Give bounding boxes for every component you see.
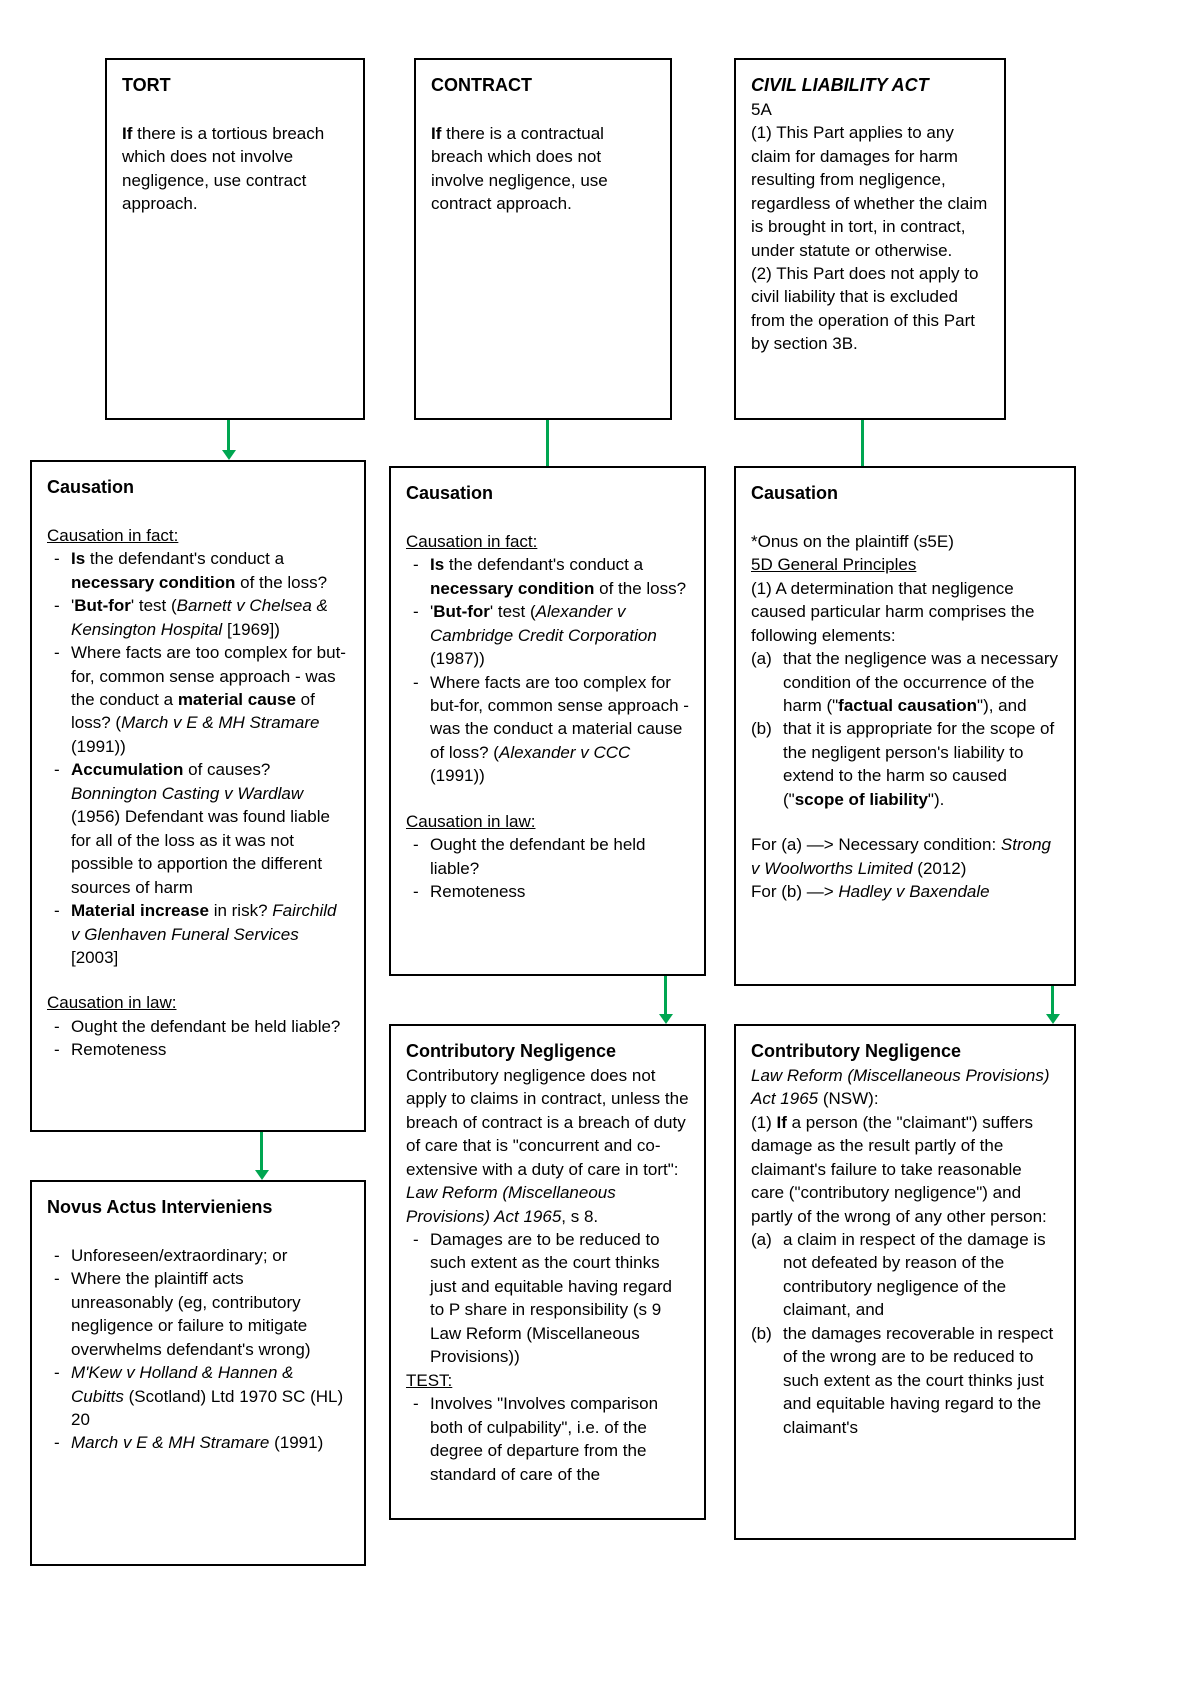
tort-body: If there is a tortious breach which does not involve negligence, use contract approach.	[122, 123, 325, 214]
element-a-text: a claim in respect of the damage is not defeated by reason of the contributory negligence of the claimant, and	[783, 1230, 1046, 1320]
general-principles-heading: 5D General Principles	[751, 555, 917, 575]
element-a	[751, 647, 1059, 717]
list-item: - Involves "Involves comparison both of culpability", i.e. of the degree of departure from the standard of care of the	[430, 1392, 689, 1486]
civil-liability-act-paragraph-1: (1) This Part applies to any claim for damages for harm resulting from negligence, regardless of whether the claim is brought in tort, in contract, under statute or otherwise.	[751, 123, 988, 260]
arrow-causation-to-contributory-negligence	[1051, 986, 1054, 1014]
for-a-note: For (a) —> Necessary condition: Strong v Woolworths Limited (2012)	[751, 835, 1051, 878]
element-b	[751, 1322, 1059, 1439]
test-heading: TEST:	[406, 1370, 453, 1390]
contract-box	[414, 58, 672, 420]
causation-in-law-list	[47, 1015, 349, 1062]
list-item: - M'Kew v Holland & Hannen & Cubitts (Scotland) Ltd 1970 SC (HL) 20	[71, 1361, 349, 1431]
for-b-note: For (b) —> Hadley v Baxendale	[751, 882, 990, 902]
contributory-negligence-title: Contributory Negligence	[406, 1041, 617, 1061]
civil-liability-act-paragraph-2: (2) This Part does not apply to civil liability that is excluded from the operation of this Part by section 3B.	[751, 264, 979, 354]
civil-liability-act-box	[734, 58, 1006, 420]
tort-title: TORT	[122, 75, 171, 95]
principles-intro: (1) A determination that negligence caused particular harm comprises the following elements:	[751, 578, 1035, 645]
list-item: - Is the defendant's conduct a necessary condition of the loss?	[71, 547, 349, 594]
contributory-negligence-cla-box	[734, 1024, 1076, 1540]
causation-in-fact-heading: Causation in fact:	[47, 525, 179, 545]
list-item: - Is the defendant's conduct a necessary condition of the loss?	[430, 553, 689, 600]
test-list	[406, 1392, 689, 1486]
list-item: - Damages are to be reduced to such extent as the court thinks just and equitable having regard to P share in responsibility (s 9 Law Reform (Miscellaneous Provisions))	[430, 1228, 689, 1369]
list-item: - 'But-for' test (Barnett v Chelsea & Kensington Hospital [1969])	[71, 594, 349, 641]
novus-actus-box	[30, 1180, 366, 1566]
causation-contract-box	[389, 466, 706, 976]
list-item: - Where facts are too complex for but-for, common sense approach - was the conduct a material cause of loss? (Alexander v CCC (1991))	[430, 671, 689, 788]
list-item: - Remoteness	[430, 880, 689, 903]
causation-in-law-list	[406, 833, 689, 903]
contract-title: CONTRACT	[431, 75, 532, 95]
list-item: - Ought the defendant be held liable?	[430, 833, 689, 880]
element-a-label: (a)	[751, 1230, 772, 1249]
list-item: - Where the plaintiff acts unreasonably (eg, contributory negligence or failure to mitigate overwhelms defendant's wrong)	[71, 1267, 349, 1361]
civil-liability-act-section: 5A	[751, 99, 772, 119]
contributory-negligence-intro: Contributory negligence does not apply to claims in contract, unless the breach of contract is a breach of duty of care that is "concurrent and co-extensive with a duty of care in tort": Law Reform (Miscellaneous Provisions) Act 1965, s 8.	[406, 1065, 689, 1226]
causation-tort-title: Causation	[47, 477, 135, 497]
element-b	[751, 717, 1059, 811]
onus-note: *Onus on the plaintiff (s5E)	[751, 531, 954, 551]
act-reference: Law Reform (Miscellaneous Provisions) Act 1965 (NSW):	[751, 1065, 1050, 1109]
arrow-contract-to-causation	[546, 420, 549, 466]
contract-body: If there is a contractual breach which does not involve negligence, use contract approach.	[431, 123, 608, 214]
element-b-label: (b)	[751, 1323, 772, 1343]
list-item: - Ought the defendant be held liable?	[71, 1015, 349, 1038]
damages-list	[406, 1228, 689, 1369]
list-item: - Material increase in risk? Fairchild v Glenhaven Funeral Services [2003]	[71, 899, 349, 969]
element-a-label: (a)	[751, 649, 772, 669]
causation-cla-title: Causation	[751, 483, 839, 503]
civil-liability-act-title: CIVIL LIABILITY ACT	[751, 75, 929, 95]
arrow-causation-to-novus-actus	[260, 1132, 263, 1170]
list-item: - March v E & MH Stramare (1991)	[71, 1431, 349, 1454]
causation-in-fact-list	[47, 547, 349, 969]
list-item: - Unforeseen/extraordinary; or	[71, 1244, 349, 1267]
list-item: - 'But-for' test (Alexander v Cambridge Credit Corporation (1987))	[430, 600, 689, 670]
novus-actus-title: Novus Actus Intervieniens	[47, 1197, 273, 1217]
arrow-cla-to-causation	[861, 420, 864, 466]
contributory-negligence-contract-box	[389, 1024, 706, 1520]
element-b-label: (b)	[751, 719, 772, 739]
causation-in-fact-heading: Causation in fact:	[406, 531, 538, 551]
list-item: - Where facts are too complex for but-for, common sense approach - was the conduct a material cause of loss? (March v E & MH Stramare (1991))	[71, 641, 349, 758]
tort-box	[105, 58, 365, 420]
novus-actus-list	[47, 1244, 349, 1455]
list-item: - Accumulation of causes? Bonnington Casting v Wardlaw (1956) Defendant was found liable for all of the loss as it was not possible to apportion the different sources of harm	[71, 758, 349, 899]
causation-in-law-heading: Causation in law:	[406, 811, 536, 831]
contributory-negligence-title: Contributory Negligence	[751, 1041, 962, 1061]
arrow-causation-to-contributory-negligence	[664, 976, 667, 1014]
element-b-text: that it is appropriate for the scope of the negligent person's liability to extend to the harm so caused ("scope of liability").	[783, 719, 1055, 809]
causation-in-law-heading: Causation in law:	[47, 993, 177, 1013]
arrow-tort-to-causation	[227, 420, 230, 450]
element-a	[751, 1228, 1059, 1322]
contributory-negligence-intro: (1) If a person (the "claimant") suffers damage as the result partly of the claimant's failure to take reasonable care ("contributory negligence") and partly of the wrong of any other person:	[751, 1112, 1047, 1226]
element-b-text: the damages recoverable in respect of the wrong are to be reduced to such extent as the court thinks just and equitable having regard to the claimant's	[783, 1323, 1054, 1437]
element-a-text: that the negligence was a necessary condition of the occurrence of the harm ("factual causation"), and	[783, 649, 1059, 715]
causation-in-fact-list	[406, 553, 689, 788]
causation-contract-title: Causation	[406, 483, 494, 503]
list-item: - Remoteness	[71, 1038, 349, 1061]
causation-cla-box	[734, 466, 1076, 986]
causation-tort-box	[30, 460, 366, 1132]
